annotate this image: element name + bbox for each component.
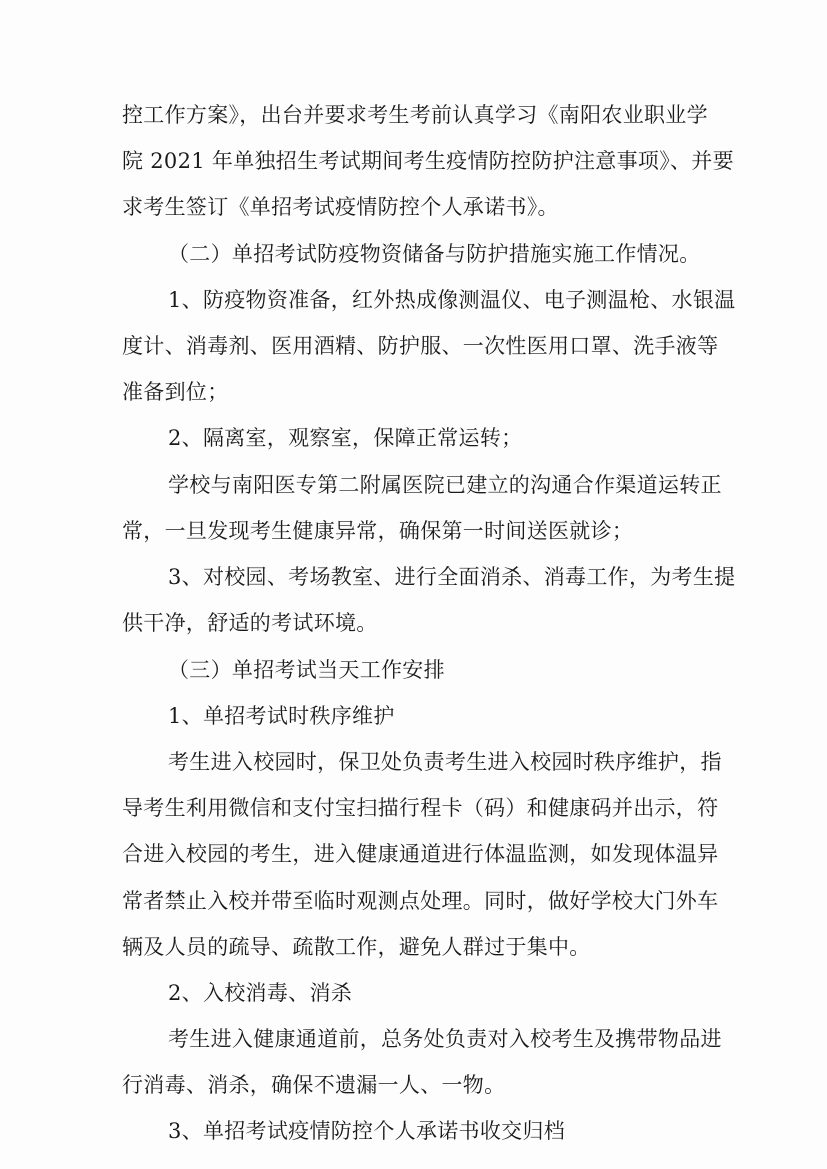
body-text-line: 考生进入健康通道前，总务处负责对入校考生及携带物品进 xyxy=(168,1027,722,1051)
body-text-line: 准备到位； xyxy=(122,380,229,404)
subsection-heading: 1、单招考试时秩序维护 xyxy=(168,704,395,728)
body-text-line: 导考生利用微信和支付宝扫描行程卡（码）和健康码并出示，符 xyxy=(122,796,719,820)
body-text-line: 常者禁止入校并带至临时观测点处理。同时，做好学校大门外车 xyxy=(122,889,719,913)
body-text-line: 行消毒、消杀，确保不遗漏一人、一物。 xyxy=(122,1073,506,1097)
body-text-line: 学校与南阳医专第二附属医院已建立的沟通合作渠道运转正 xyxy=(168,473,722,497)
body-text-line: 供干净，舒适的考试环境。 xyxy=(122,611,378,635)
body-text-line: 常，一旦发现考生健康异常，确保第一时间送医就诊； xyxy=(122,519,634,543)
body-text-line: 求考生签订《单招考试疫情防控个人承诺书》。 xyxy=(122,195,559,219)
body-text-line: 合进入校园的考生，进入健康通道进行体温监测，如发现体温异 xyxy=(122,842,719,866)
body-text-line: 2、隔离室，观察室，保障正常运转； xyxy=(168,426,523,450)
subsection-heading: 3、单招考试疫情防控个人承诺书收交归档 xyxy=(168,1119,566,1143)
body-text-line: 1、防疫物资准备，红外热成像测温仪、电子测温枪、水银温 xyxy=(168,288,736,312)
body-text-line: 考生进入校园时，保卫处负责考生进入校园时秩序维护，指 xyxy=(168,750,722,774)
subsection-heading: 2、入校消毒、消杀 xyxy=(168,981,353,1005)
body-text-line: 院 2021 年单独招生考试期间考生疫情防控防护注意事项》、并要 xyxy=(122,149,734,173)
section-heading: （三）单招考试当天工作安排 xyxy=(168,658,445,682)
body-text-line: 控工作方案》，出台并要求考生考前认真学习《南阳农业职业学 xyxy=(122,103,708,127)
body-text-line: 度计、消毒剂、医用酒精、防护服、一次性医用口罩、洗手液等 xyxy=(122,334,719,358)
body-text-line: 3、对校园、考场教室、进行全面消杀、消毒工作，为考生提 xyxy=(168,565,736,589)
section-heading: （二）单招考试防疫物资储备与防护措施实施工作情况。 xyxy=(168,242,701,266)
body-text-line: 辆及人员的疏导、疏散工作，避免人群过于集中。 xyxy=(122,935,591,959)
